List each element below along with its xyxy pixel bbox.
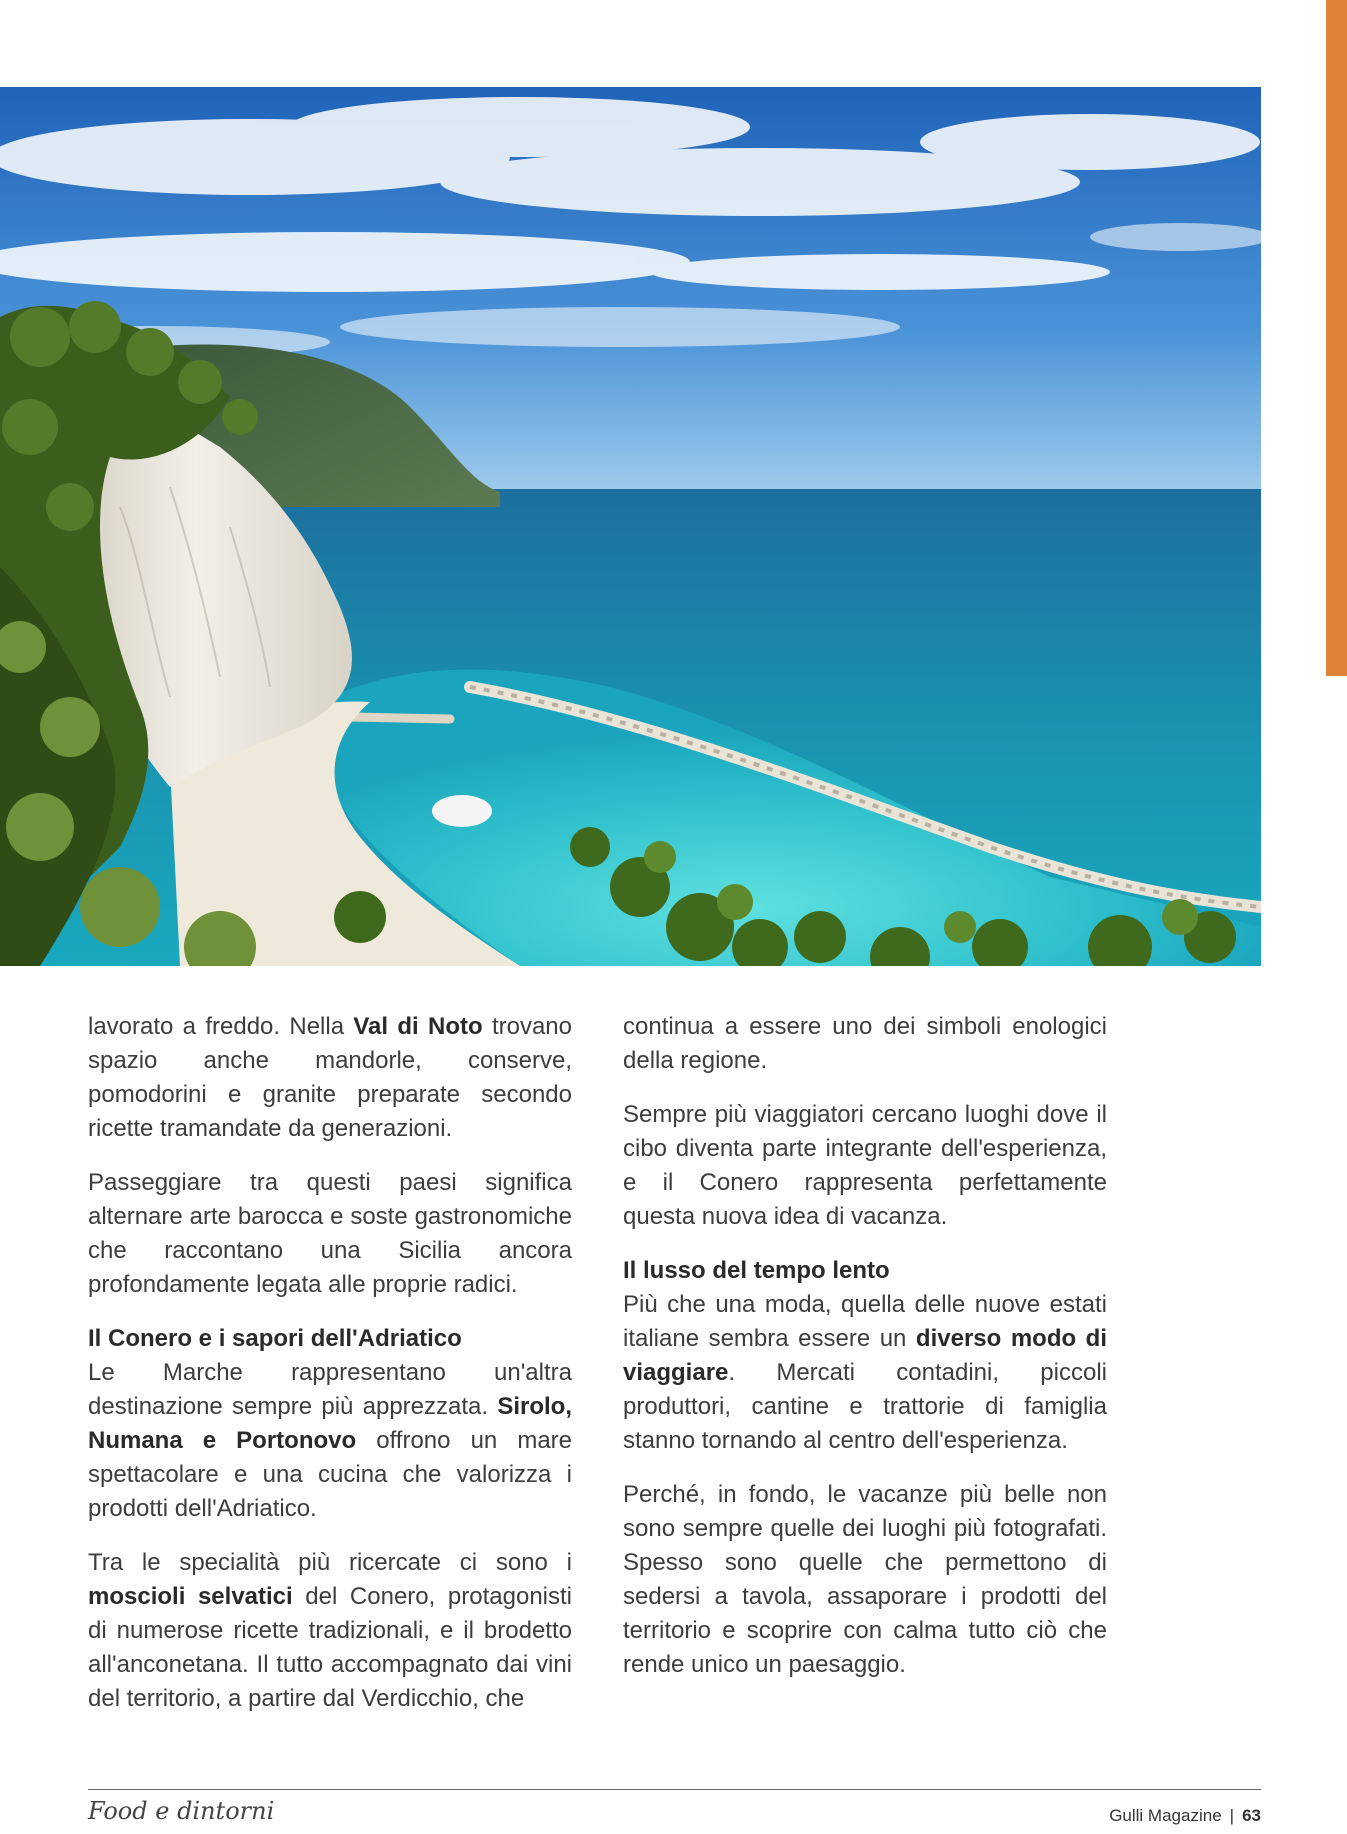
- paragraph-passeggiare: Passeggiare tra questi paesi significa alternare arte barocca e soste gastronomiche che raccontano una Sicilia ancora profondamente legata alle proprie radici.: [88, 1169, 572, 1298]
- footer-divider: [88, 1789, 1261, 1790]
- section-heading-conero: Il Conero e i sapori dell'Adriatico: [88, 1325, 462, 1352]
- right-column: [623, 1010, 1107, 1702]
- highlight-val-di-noto: Val di Noto: [353, 1013, 483, 1040]
- paragraph-vacanze: Perché, in fondo, le vacanze più belle non sono sempre quelle dei luoghi più fotografati. Spesso sono quelle che permettono di sedersi a tavola, assaporare i prodotti del territorio e scoprire con calma tutto ciò che rende unico un paesaggio.: [623, 1481, 1107, 1678]
- footer-magazine-name: Gulli Magazine: [1109, 1806, 1222, 1825]
- section-heading-tempo-lento: Il lusso del tempo lento: [623, 1257, 890, 1284]
- page-number: 63: [1242, 1806, 1261, 1825]
- highlight-moscioli: moscioli selvatici: [88, 1583, 293, 1610]
- paragraph-val-di-noto: lavorato a freddo. Nella Val di Noto trovano spazio anche mandorle, conserve, pomodorini e granite preparate secondo ricette tramandate da generazioni.: [88, 1013, 572, 1142]
- paragraph-moda: Più che una moda, quella delle nuove estati italiane sembra essere un diverso modo di viaggiare. Mercati contadini, piccoli produttori, cantine e trattorie di famiglia stanno tornando al centro dell'esperienza.: [623, 1291, 1107, 1454]
- accent-edge-tab: [1326, 0, 1347, 676]
- footer-separator: |: [1229, 1806, 1235, 1825]
- footer-section-name: Food e dintorni: [88, 1797, 275, 1825]
- paragraph-marche: Le Marche rappresentano un'altra destinazione sempre più apprezzata. Sirolo, Numana e Portonovo offrono un mare spettacolare e una cucina che valorizza i prodotti dell'Adriatico.: [88, 1359, 573, 1522]
- footer-page-info: [1109, 1806, 1261, 1826]
- highlight-diverso-modo: diverso modo di viaggiare: [623, 1325, 1107, 1386]
- left-column: [88, 1010, 572, 1736]
- paragraph-viaggiatori: Sempre più viaggiatori cercano luoghi dove il cibo diventa parte integrante dell'esperienza, e il Conero rappresenta perfettamente questa nuova idea di vacanza.: [623, 1101, 1107, 1230]
- coastline-photo: [0, 87, 1261, 966]
- paragraph-simboli: continua a essere uno dei simboli enologici della regione.: [623, 1013, 1107, 1074]
- paragraph-specialita: Tra le specialità più ricercate ci sono i moscioli selvatici del Conero, protagonisti di numerose ricette tradizionali, e il brodetto all'anconetana. Il tutto accompagnato dai vini del territorio, a partire dal Verdicchio, che: [88, 1549, 572, 1712]
- highlight-sirolo: Sirolo, Numana e Portonovo: [88, 1393, 572, 1454]
